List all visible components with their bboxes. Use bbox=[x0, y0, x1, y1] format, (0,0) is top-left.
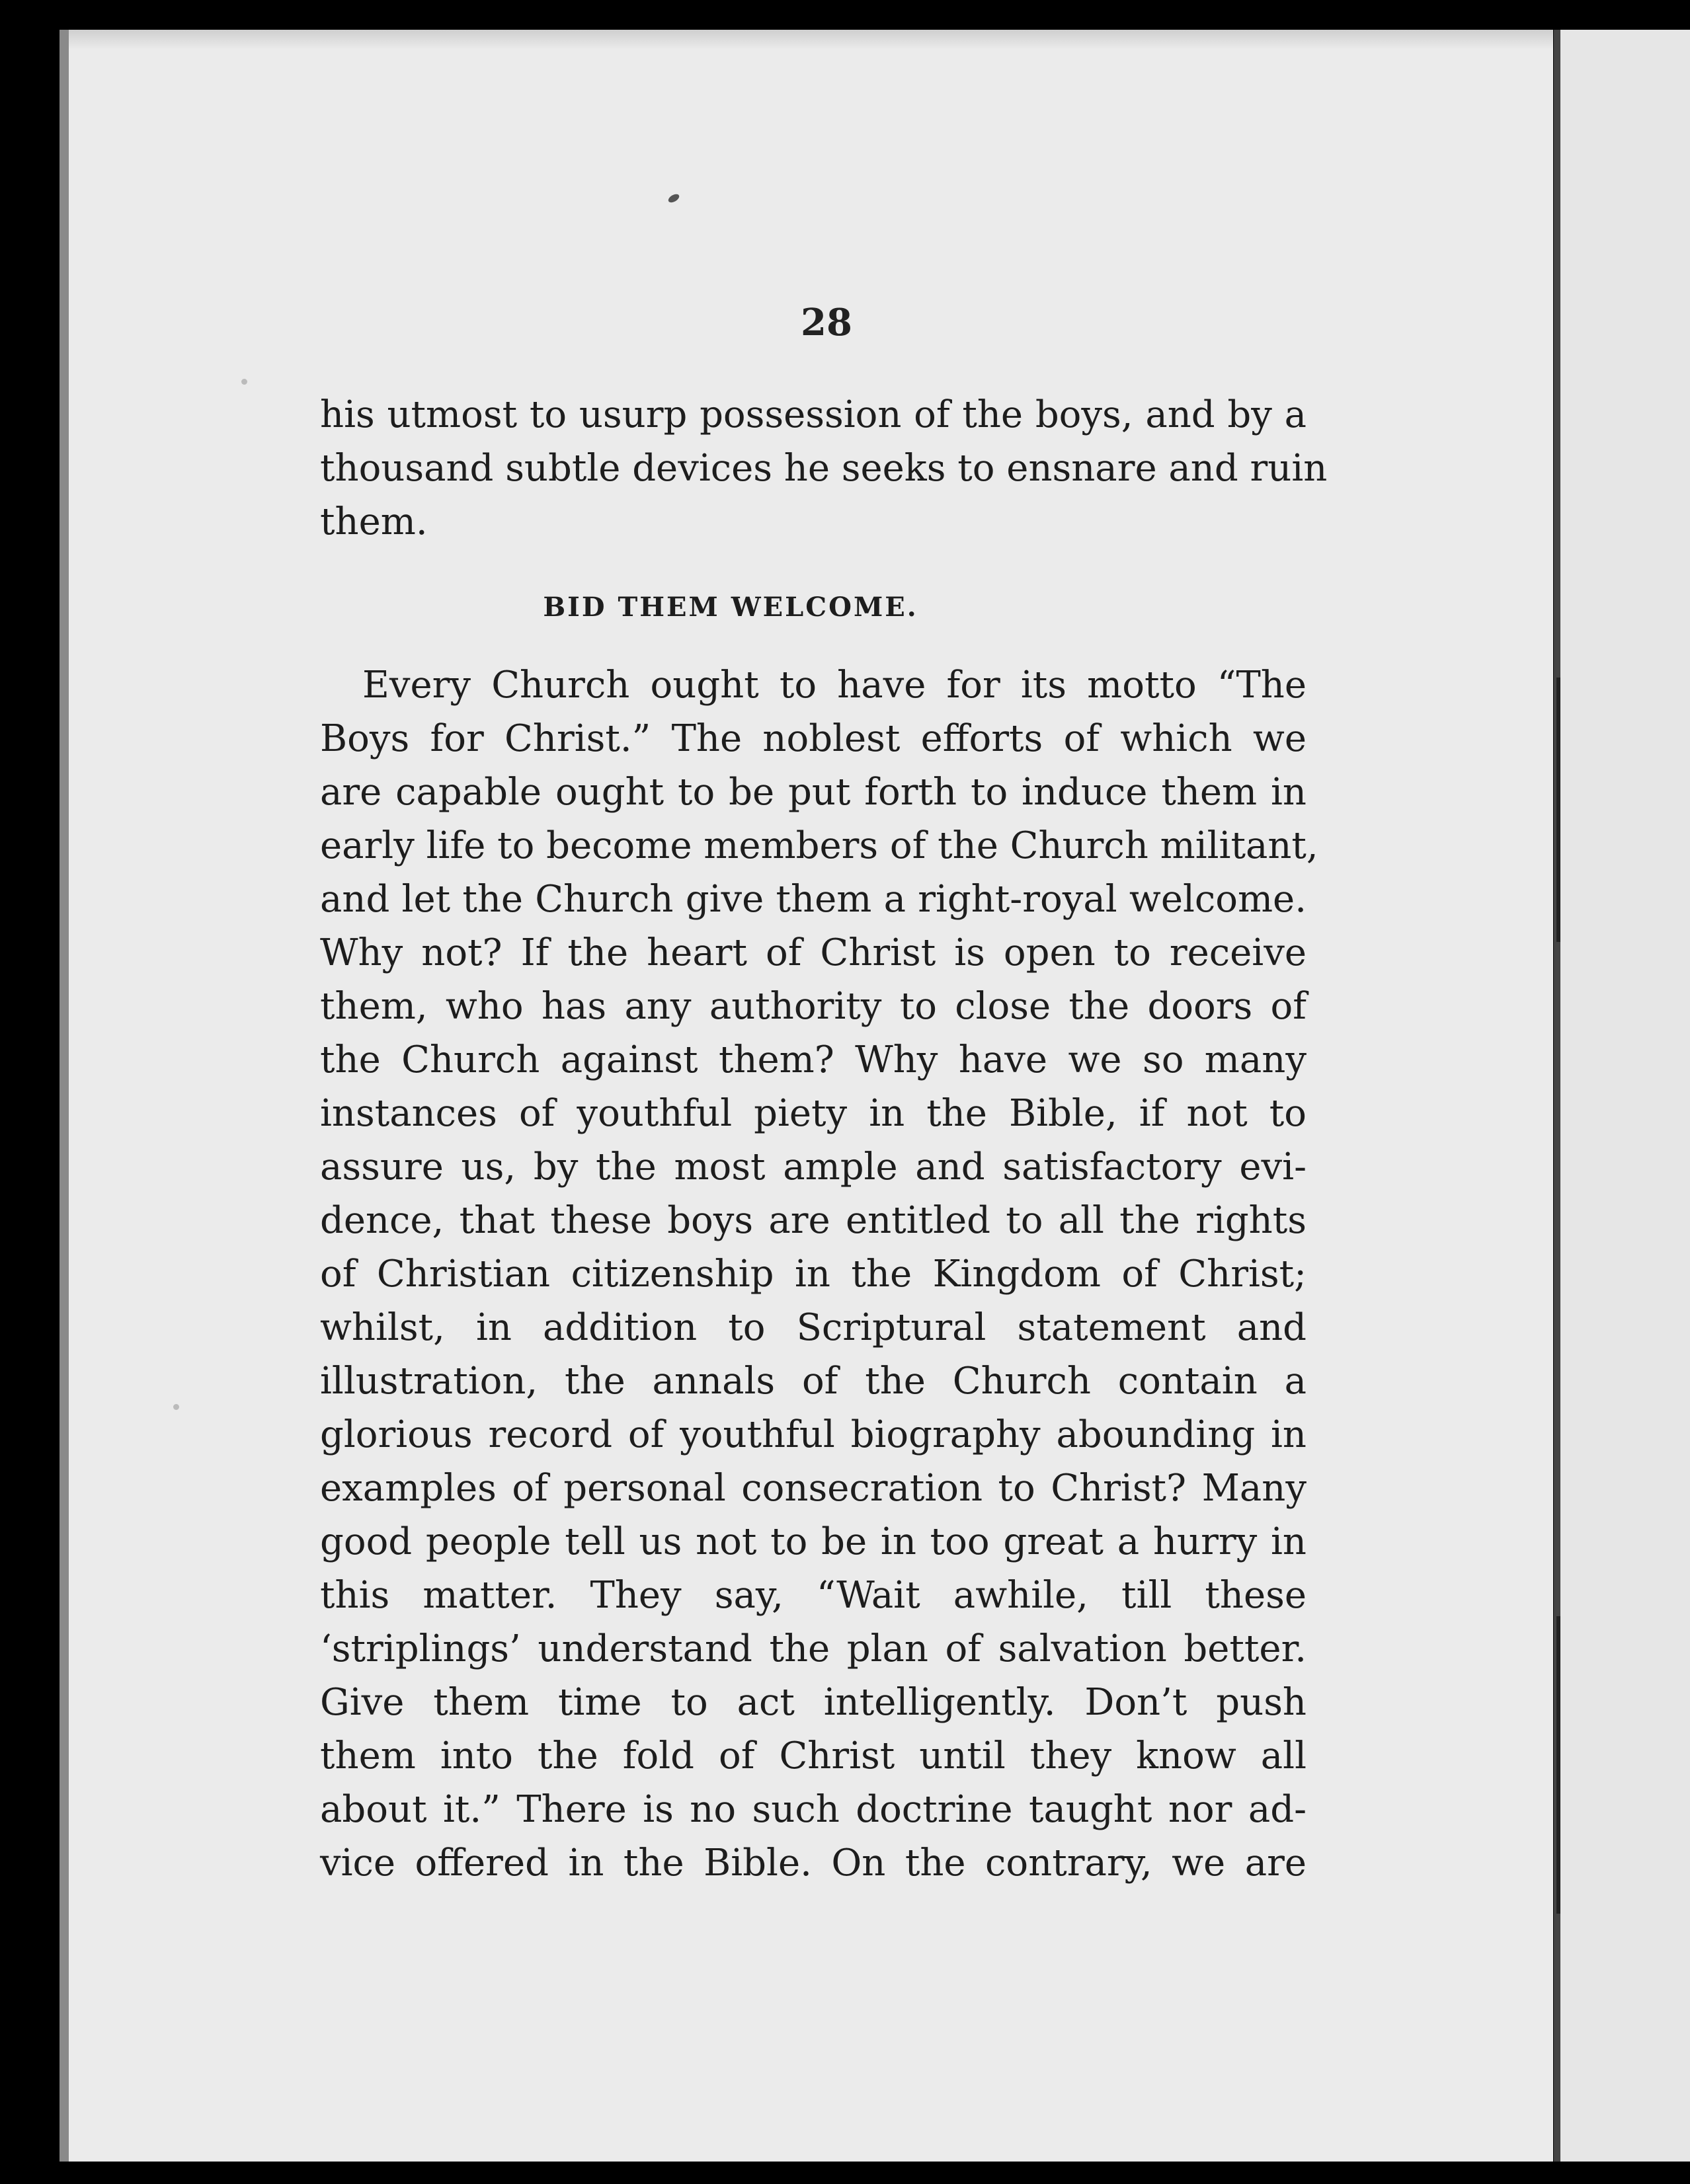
page-edge-mark bbox=[1556, 678, 1560, 942]
text-line: early life to become members of the Church militant, bbox=[320, 824, 1318, 867]
text-line: thousand subtle devices he seeks to ensnare and ruin bbox=[320, 447, 1328, 490]
page-number: 28 bbox=[801, 301, 852, 344]
page-shadow bbox=[69, 30, 1553, 50]
text-line: vice offered in the Bible. On the contrary, we are bbox=[320, 1842, 1307, 1885]
text-line: Boys for Christ.” The noblest efforts of which we bbox=[320, 717, 1307, 760]
text-line: them into the fold of Christ until they know all bbox=[320, 1735, 1307, 1777]
ink-speck bbox=[173, 1404, 179, 1410]
text-line: Why not? If the heart of Christ is open to receive bbox=[320, 931, 1307, 974]
text-line: good people tell us not to be in too great a hurry in bbox=[320, 1520, 1307, 1563]
text-line: them, who has any authority to close the doors of bbox=[320, 985, 1307, 1028]
ink-speck bbox=[241, 379, 247, 385]
text-line: Every Church ought to have for its motto “The bbox=[362, 664, 1307, 707]
text-line: the Church against them? Why have we so many bbox=[320, 1038, 1307, 1081]
text-line: his utmost to usurp possession of the boys, and by a bbox=[320, 393, 1307, 436]
text-line: assure us, by the most ample and satisfactory evi- bbox=[320, 1146, 1307, 1189]
text-line: about it.” There is no such doctrine taught nor ad- bbox=[320, 1788, 1307, 1831]
text-line: this matter. They say, “Wait awhile, till these bbox=[320, 1574, 1307, 1617]
section-heading-text: BID THEM WELCOME. bbox=[543, 592, 918, 623]
opening-paragraph bbox=[320, 388, 1328, 549]
body-paragraph bbox=[320, 658, 1318, 1890]
text-line: and let the Church give them a right-royal welcome. bbox=[320, 878, 1307, 921]
page-edge-mark bbox=[1556, 1616, 1560, 1914]
text-line: dence, that these boys are entitled to all the rights bbox=[320, 1199, 1307, 1242]
text-line: examples of personal consecration to Christ? Many bbox=[320, 1467, 1307, 1510]
section-heading bbox=[320, 592, 1307, 623]
text-line: illustration, the annals of the Church contain a bbox=[320, 1360, 1307, 1403]
text-line: Give them time to act intelligently. Don’t push bbox=[320, 1681, 1307, 1724]
text-line: ‘striplings’ understand the plan of salvation better. bbox=[320, 1627, 1307, 1670]
text-line: them. bbox=[320, 500, 428, 543]
text-line: of Christian citizenship in the Kingdom of Christ; bbox=[320, 1253, 1307, 1296]
adjacent-page-edge bbox=[1554, 30, 1690, 2162]
text-line: are capable ought to be put forth to induce them in bbox=[320, 771, 1307, 814]
text-line: glorious record of youthful biography abounding in bbox=[320, 1413, 1307, 1456]
text-line: instances of youthful piety in the Bible, if not to bbox=[320, 1092, 1307, 1135]
text-line: whilst, in addition to Scriptural statement and bbox=[320, 1306, 1307, 1349]
